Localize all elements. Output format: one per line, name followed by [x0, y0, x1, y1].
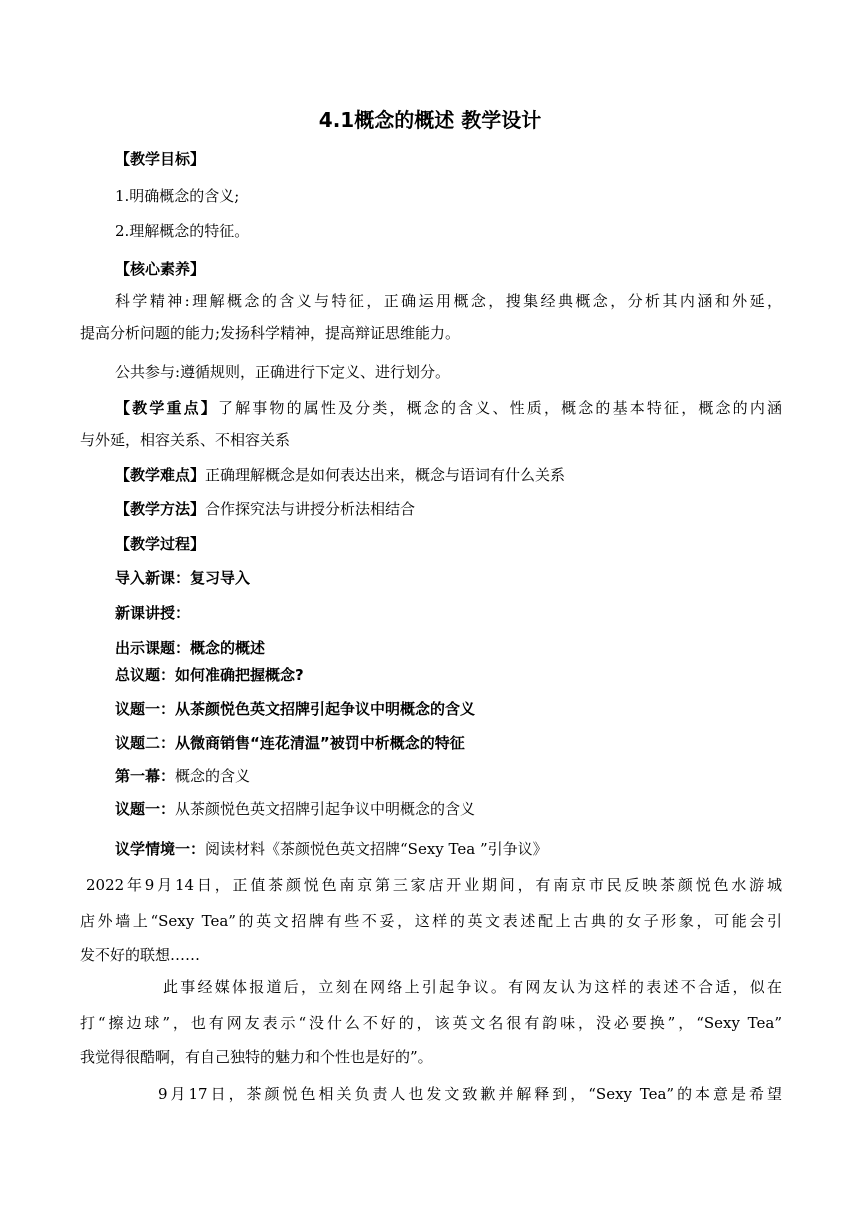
objective-item-2: 2.理解概念的特征。: [115, 222, 250, 240]
issue-1-repeat-text: 从茶颜悦色英文招牌引起争议中明概念的含义: [175, 800, 476, 818]
context-label: 议学情境一：: [115, 840, 206, 858]
process-intro: 导入新课：复习导入: [115, 569, 251, 587]
material-p3-line-1: 9月17日，茶颜悦色相关负责人也发文致歉并解释到，“Sexy Tea”的本意是希望: [158, 1085, 782, 1103]
material-p2-line-3: 我觉得很酷啊，有自己独特的魅力和个性也是好的”。: [80, 1048, 433, 1066]
process-issue-1: 议题一：从茶颜悦色英文招牌引起争议中明概念的含义: [115, 700, 476, 718]
issue-1-repeat-label: 议题一：: [115, 800, 176, 818]
context-line: [115, 838, 782, 860]
material-p1-line-2: 店外墙上“Sexy Tea”的英文招牌有些不妥，这样的英文表述配上古典的女子形象，可能会引: [80, 912, 782, 930]
scene-1-line: [115, 765, 782, 787]
literacy-heading: 【核心素养】: [115, 260, 206, 278]
process-main-issue: 总议题：如何准确把握概念?: [115, 666, 304, 684]
process-heading: 【教学过程】: [115, 535, 206, 553]
key-points-line-1: [115, 397, 782, 419]
methods-text: 合作探究法与讲授分析法相结合: [205, 500, 416, 518]
literacy-public: 公共参与:遵循规则，正确进行下定义、进行划分。: [115, 363, 451, 381]
methods-heading: 【教学方法】: [115, 500, 206, 518]
key-points-heading: 【教学重点】: [115, 399, 218, 417]
difficulties-text: 正确理解概念是如何表达出来，概念与语词有什么关系: [205, 466, 566, 484]
literacy-science-line-2: 提高分析问题的能力;发扬科学精神，提高辩证思维能力。: [80, 324, 461, 342]
literacy-science-line-1: 科学精神:理解概念的含义与特征，正确运用概念，搜集经典概念，分析其内涵和外延，: [115, 292, 782, 310]
material-p2-line-2: 打“擦边球”，也有网友表示“没什么不好的，该英文名很有韵味，没必要换”，“Sexy Tea”: [80, 1014, 782, 1032]
objectives-heading: 【教学目标】: [115, 150, 206, 168]
process-new-lesson: 新课讲授：: [115, 604, 191, 622]
material-p2-line-1: 此事经媒体报道后，立刻在网络上引起争议。有网友认为这样的表述不合适，似在: [163, 978, 782, 996]
process-issue-2: 议题二：从微商销售“连花清温”被罚中析概念的特征: [115, 734, 465, 752]
material-p1-line-1: 2022年9月14日，正值茶颜悦色南京第三家店开业期间，有南京市民反映茶颜悦色水游城: [86, 876, 782, 894]
objective-item-1: 1.明确概念的含义;: [115, 187, 240, 205]
process-topic: 出示课题：概念的概述: [115, 639, 266, 657]
document-title: 4.1概念的概述 教学设计: [318, 108, 542, 132]
scene-1-label: 第一幕：: [115, 767, 176, 785]
scene-1-text: 概念的含义: [175, 767, 251, 785]
difficulties-line: [115, 464, 782, 486]
issue-1-repeat-line: [115, 798, 782, 820]
difficulties-heading: 【教学难点】: [115, 466, 206, 484]
key-points-text-1: 了解事物的属性及分类，概念的含义、性质，概念的基本特征，概念的内涵: [217, 399, 782, 417]
methods-line: [115, 498, 782, 520]
material-p1-line-3: 发不好的联想……: [80, 946, 201, 964]
key-points-line-2: 与外延，相容关系、不相容关系: [80, 431, 291, 449]
context-text: 阅读材料《茶颜悦色英文招牌“Sexy Tea ”引争议》: [205, 840, 548, 858]
